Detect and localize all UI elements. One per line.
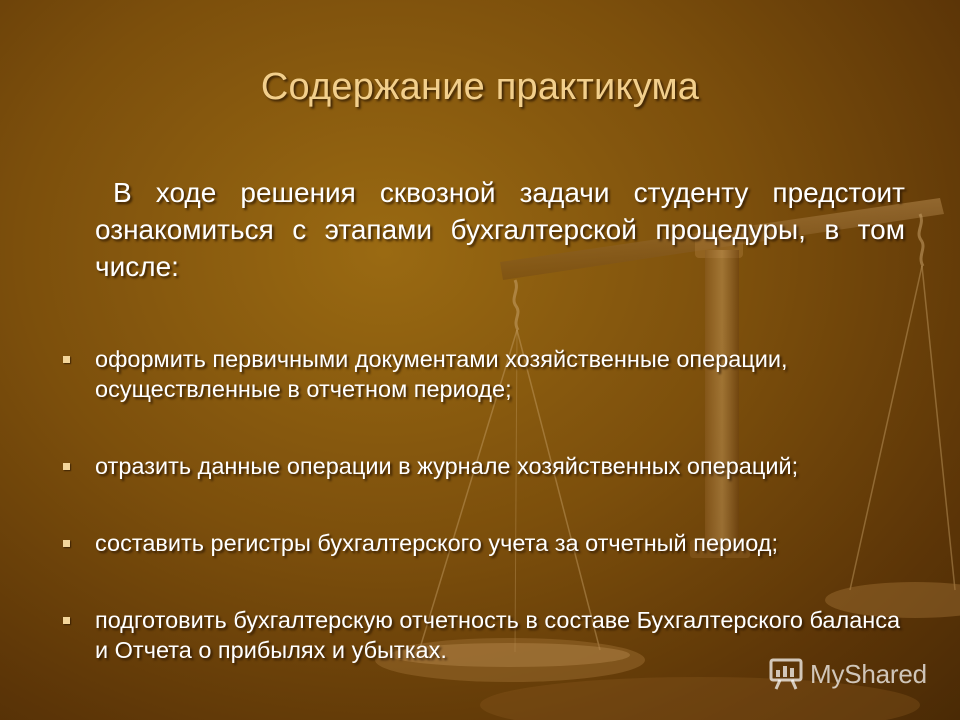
watermark-text: MyShared <box>810 658 927 689</box>
list-item-text: составить регистры бухгалтерского учета за отчетный период; <box>95 530 779 556</box>
intro-paragraph: В ходе решения сквозной задачи студенту предстоит ознакомиться с этапами бухгалтерской процедуры, в том числе: <box>95 177 905 282</box>
list-item-text: оформить первичными документами хозяйственные операции, осуществленные в отчетном периоде; <box>95 346 788 402</box>
list-item-text: подготовить бухгалтерскую отчетность в составе Бухгалтерского баланса и Отчета о прибылях и убытках. <box>95 607 901 663</box>
list-item <box>60 528 910 558</box>
presentation-board-icon <box>768 657 804 691</box>
list-item <box>60 451 910 481</box>
square-bullet-icon <box>63 463 70 470</box>
bullet-list <box>60 344 910 665</box>
square-bullet-icon <box>63 356 70 363</box>
list-item <box>60 344 910 404</box>
slide-title: Содержание практикума <box>260 66 700 108</box>
square-bullet-icon <box>63 617 70 624</box>
square-bullet-icon <box>63 540 70 547</box>
list-item-text: отразить данные операции в журнале хозяйственных операций; <box>95 453 799 479</box>
watermark <box>768 656 927 692</box>
